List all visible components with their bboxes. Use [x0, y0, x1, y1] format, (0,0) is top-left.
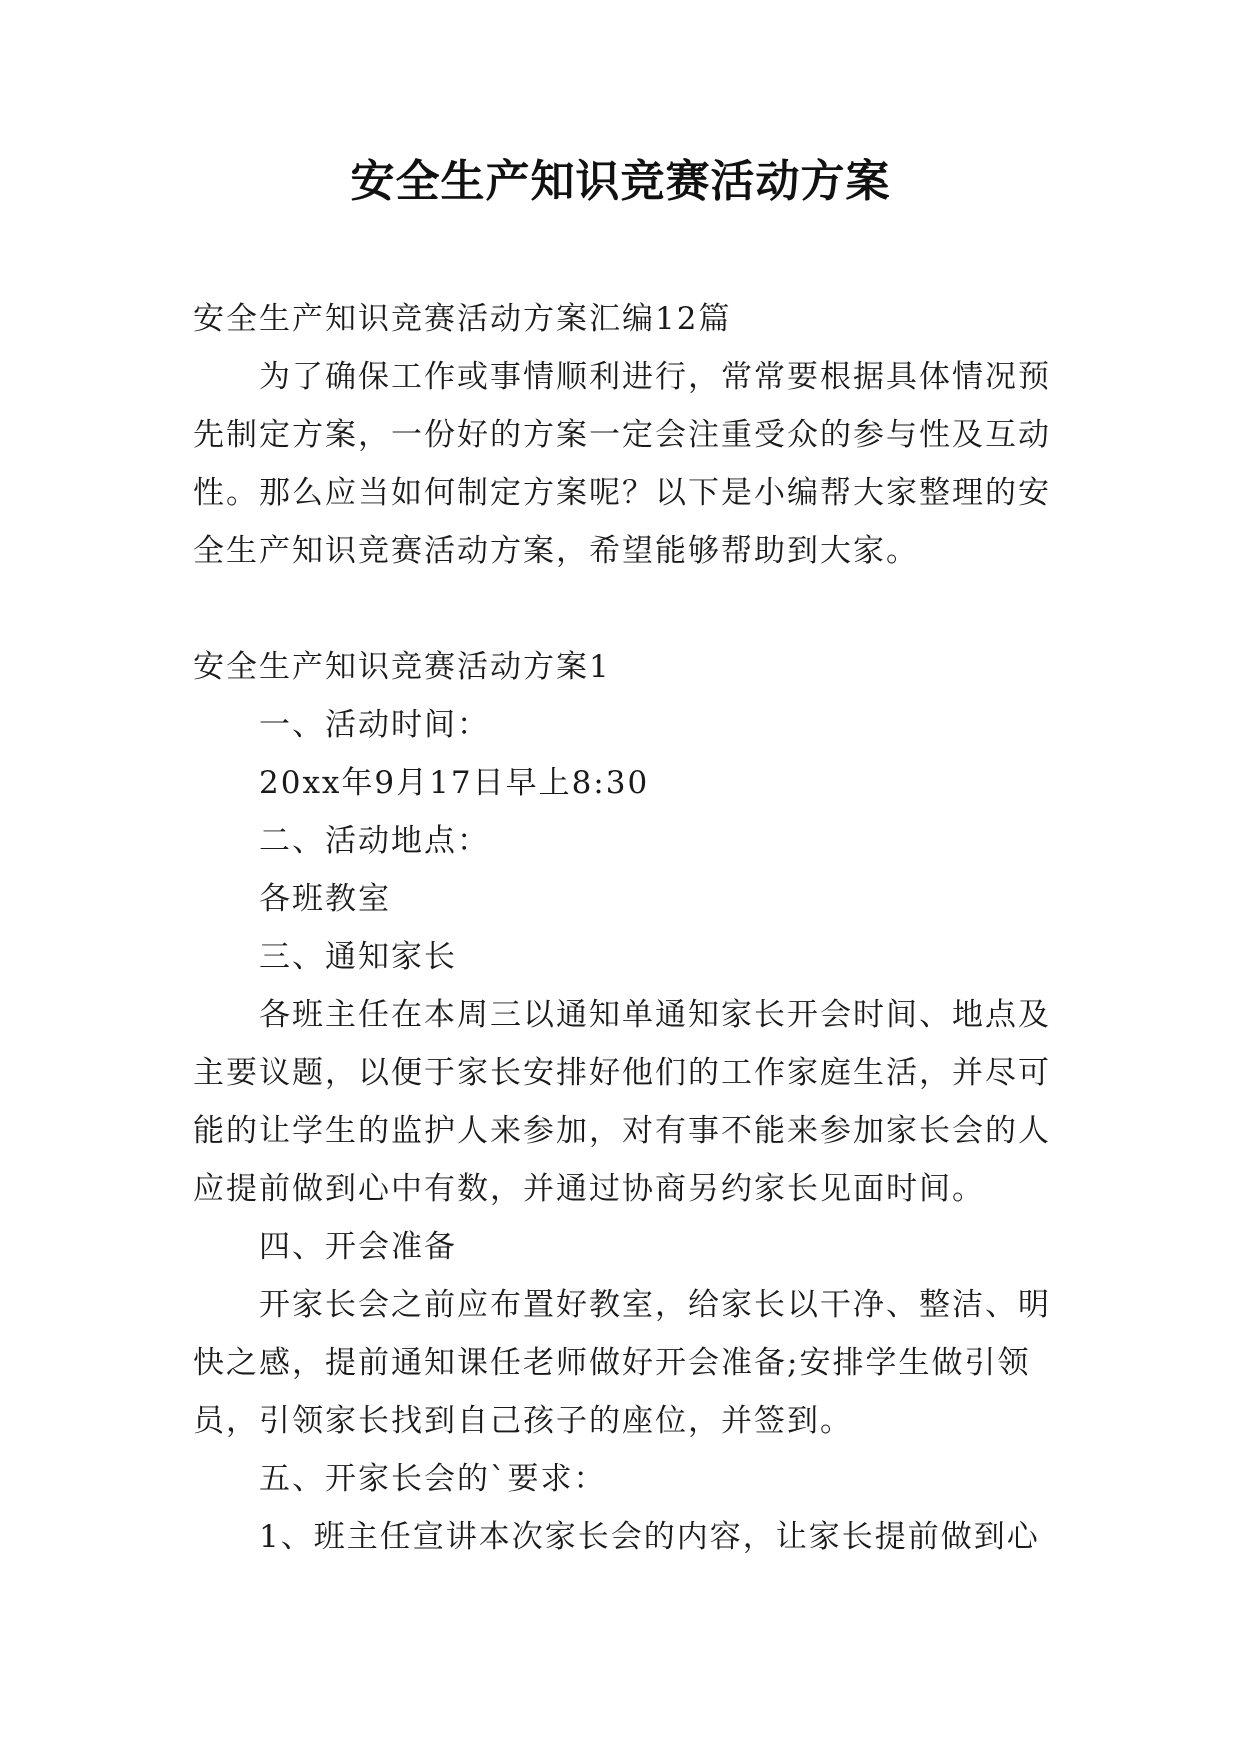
document-title: 安全生产知识竞赛活动方案: [350, 156, 891, 207]
time-value: 20xx年9月17日早上8:30: [259, 765, 650, 801]
section-heading: 安全生产知识竞赛活动方案1: [193, 649, 611, 685]
time-heading: 一、活动时间：: [259, 707, 490, 743]
document-body: [193, 290, 1055, 1566]
notify-paragraph: 各班主任在本周三以通知单通知家长开会时间、地点及主要议题，以便于家长安排好他们的工作家庭生活，并尽可能的让学生的监护人来参加，对有事不能来参加家长会的人应提前做到心中有数，并通过协商另约家长见面时间。: [193, 997, 1051, 1207]
intro-paragraph: 为了确保工作或事情顺利进行，常常要根据具体情况预先制定方案，一份好的方案一定会注重受众的参与性及互动性。那么应当如何制定方案呢？以下是小编帮大家整理的安全生产知识竞赛活动方案，希望能够帮助到大家。: [193, 359, 1051, 569]
notify-heading: 三、通知家长: [259, 939, 457, 975]
place-heading: 二、活动地点：: [259, 823, 490, 859]
requirements-heading: 五、开家长会的`要求：: [259, 1461, 607, 1497]
document-subtitle: 安全生产知识竞赛活动方案汇编12篇: [193, 301, 732, 337]
requirement-item: 1、班主任宣讲本次家长会的内容，让家长提前做到心: [259, 1519, 1040, 1555]
prepare-paragraph: 开家长会之前应布置好教室，给家长以干净、整洁、明快之感，提前通知课任老师做好开会准备;安排学生做引领员，引领家长找到自己孩子的座位，并签到。: [193, 1287, 1051, 1439]
place-value: 各班教室: [259, 881, 391, 917]
prepare-heading: 四、开会准备: [259, 1229, 457, 1265]
